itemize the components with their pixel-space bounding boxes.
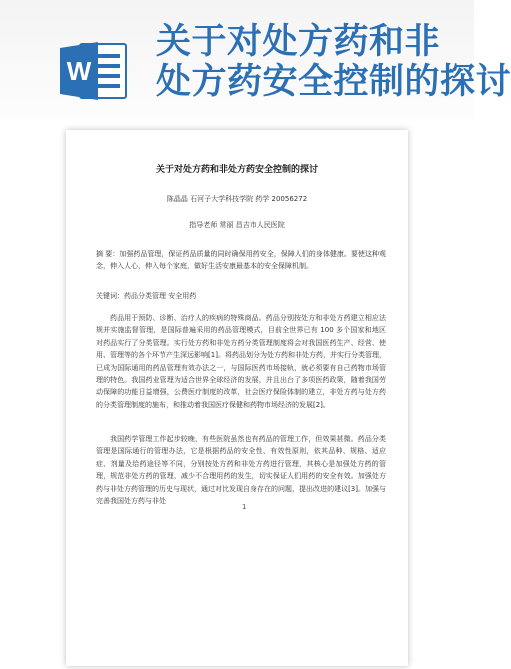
document-title: 关于对处方药和非处方药安全控制的探讨 xyxy=(155,165,318,175)
body-paragraph-1: 药品用于预防、诊断、治疗人的疾病的特殊商品。药品分别按处方和非处方药建立相应法规并实施监督管理，是国际普遍采用的药品管理模式，目前全世界已有 100 多个国家和地区对药品实行了分类管理。实行处方药和非处方药分类管理制度将会对我国医药生产、经营、使用、管理等的各个环节产生深远影响[1]。将药品划分为处方药和非处方药，并实行分类管理，已成为国际通用的药品管理有效办法之一，与国际医药市场接轨，就必须要有自己药物市场管理的特色。我国药业管理为适合世界全球经济的发展，并且出台了多项医药政策，随着我国劳动保障的功能日益增强，公费医疗制度的改革，社会医疗保险体制的建立，非处方药与处方药的分类管理制度的施布，和推动着我国医疗保健和药物市场经济的发展[2]。 xyxy=(96,314,386,409)
svg-text:W: W xyxy=(66,56,92,86)
body-paragraph-2: 我国药学管理工作起步较晚，有些医院虽然也有药品的管理工作，但效果甚微。药品分类管理是国际通行的管理办法，它是根据药品的安全性、有效性原则，依其品种、规格、适应症、剂量及给药途径等不同，分别按处方药和非处方药进行管理，其核心是加强处方药的管理，规范非处方药的管理，减少不合理用药的发生，切实保证人们用药的安全有效。加强处方药与非处方药管理的历史与现状，通过对比发现自身存在的问题，提出改进的建议[3]。加强与完善我国处方药与非处 xyxy=(96,435,386,506)
banner-title-line-2: 处方药安全控制的探讨 xyxy=(156,62,511,102)
advisor-line: 指导老师 常丽 昌吉市人民医院 xyxy=(189,221,285,229)
banner xyxy=(0,0,511,120)
page-marker: 1 xyxy=(242,503,247,511)
author-line: 陈晶晶 石河子大学科技学院 药学 20056272 xyxy=(166,195,308,203)
abstract-paragraph: 摘 要：加强药品管理，保证药品质量的同时确保用药安全，保障人们的身体健康。要使这种观念，伸入人心，伸入每个家庭，做好生活安康最基本的安全保障机制。 xyxy=(96,250,386,271)
document-page xyxy=(66,130,408,666)
keywords-line: 关键词：药品分类管理 安全用药 xyxy=(96,292,197,300)
banner-title-line-1: 关于对处方药和非 xyxy=(156,22,441,62)
word-document-icon xyxy=(58,40,130,102)
